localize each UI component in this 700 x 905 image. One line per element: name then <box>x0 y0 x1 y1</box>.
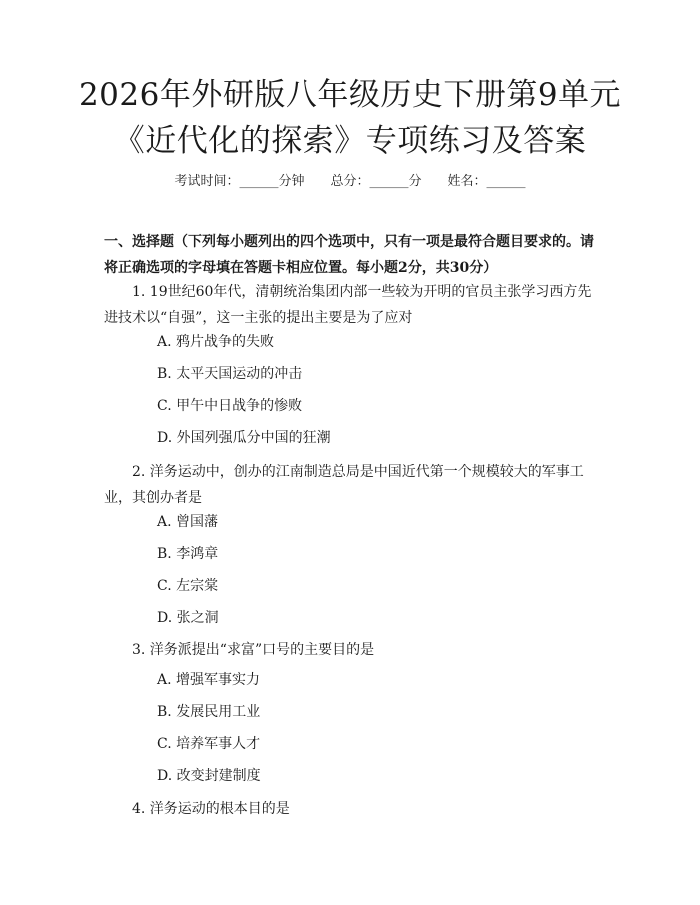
question-stem: 4. 洋务运动的根本目的是 <box>132 801 290 817</box>
question-option: A. 增强军事实力 <box>157 672 261 688</box>
exam-time: 考试时间：______分钟 <box>174 174 305 189</box>
question-option: B. 太平天国运动的冲击 <box>157 366 303 382</box>
question-stem: 3. 洋务派提出“求富”口号的主要目的是 <box>132 642 375 658</box>
student-name: 姓名：______ <box>447 174 526 189</box>
question-option: D. 张之洞 <box>157 610 219 626</box>
exam-total-score: 总分：______分 <box>330 174 422 189</box>
question-option: D. 改变封建制度 <box>157 768 261 784</box>
question-option: C. 甲午中日战争的惨败 <box>157 398 303 414</box>
question-option: A. 鸦片战争的失败 <box>157 334 275 350</box>
question-option: D. 外国列强瓜分中国的狂潮 <box>157 430 331 446</box>
section-heading: 一、选择题（下列每小题列出的四个选项中，只有一项是最符合题目要求的。请将正确选项的字母填在答题卡相应位置。每小题2分，共30分） <box>104 234 594 276</box>
exam-meta <box>0 170 700 189</box>
document-title: 2026年外研版八年级历史下册第9单元《近代化的探索》专项练习及答案 <box>78 77 622 159</box>
question-option: B. 李鸿章 <box>157 546 219 562</box>
question-option: B. 发展民用工业 <box>157 704 261 720</box>
question-stem: 2. 洋务运动中，创办的江南制造总局是中国近代第一个规模较大的军事工业，其创办者是 <box>104 464 584 506</box>
question-option: C. 左宗棠 <box>157 578 219 594</box>
question-option: C. 培养军事人才 <box>157 736 261 752</box>
question-option: A. 曾国藩 <box>157 514 219 530</box>
question-stem: 1. 19世纪60年代，清朝统治集团内部一些较为开明的官员主张学习西方先进技术以“自强”，这一主张的提出主要是为了应对 <box>104 284 592 326</box>
